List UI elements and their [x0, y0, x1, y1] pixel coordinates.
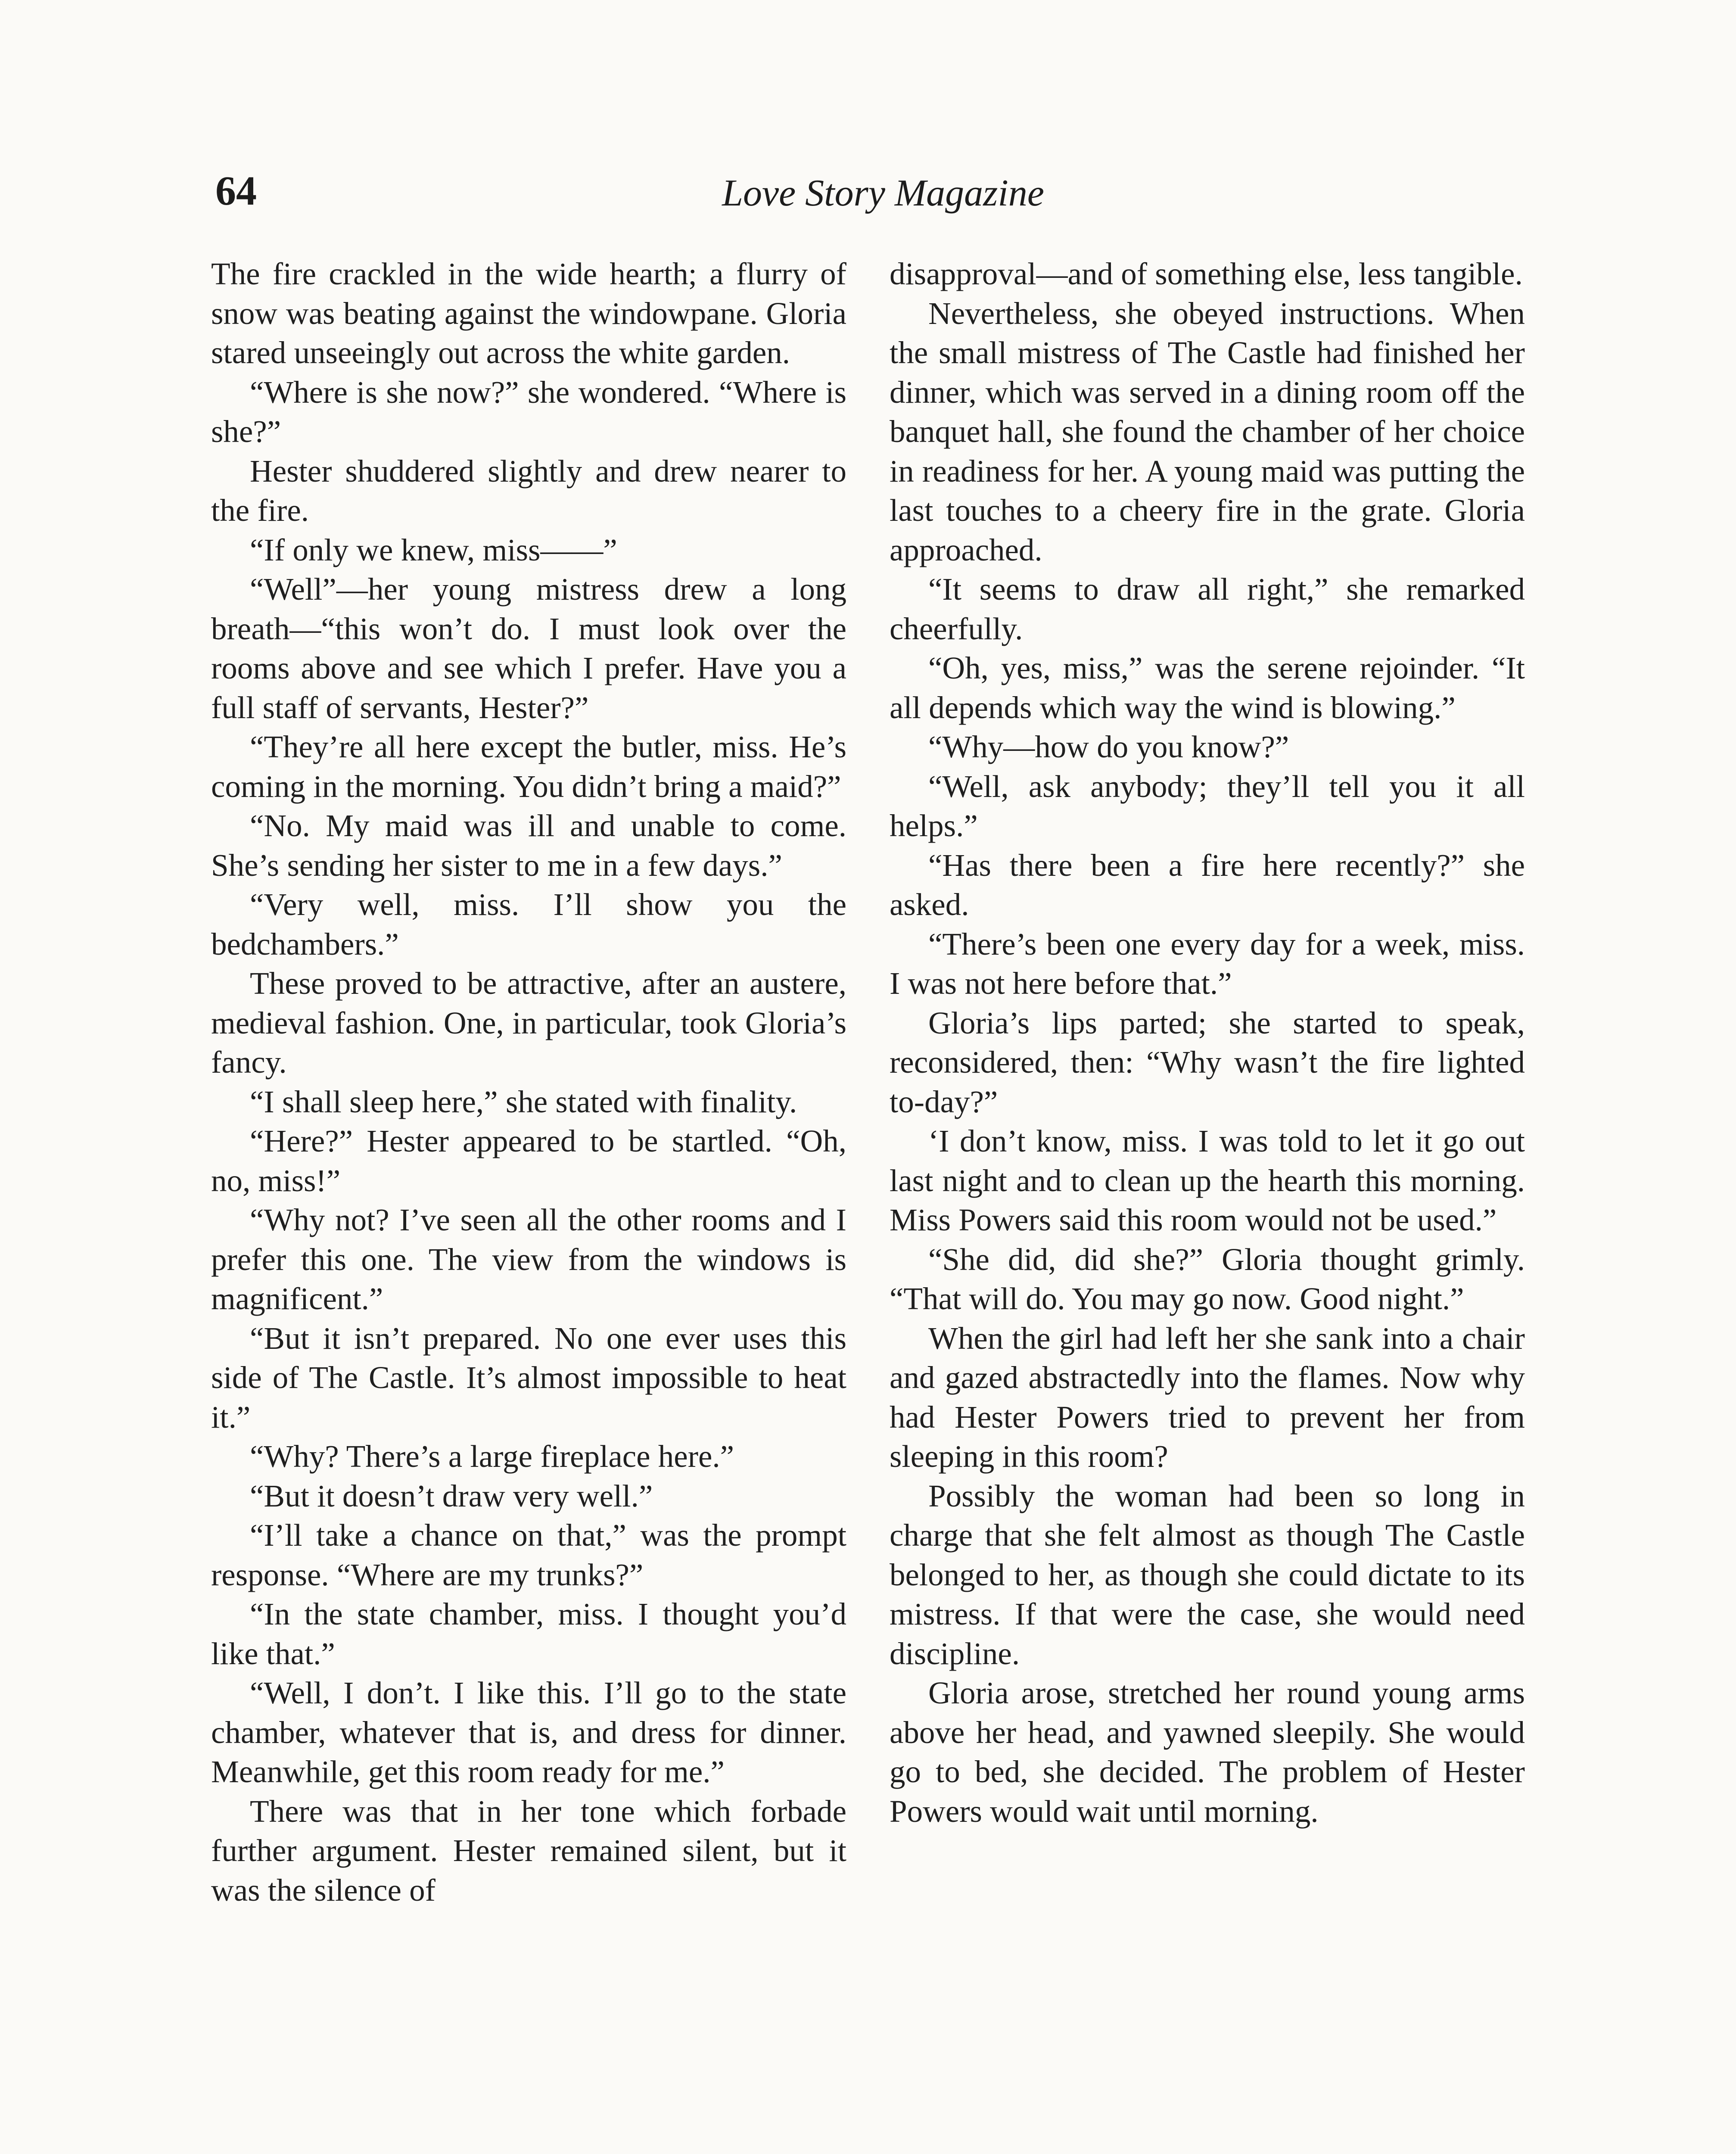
paragraph: ‘I don’t know, miss. I was told to let it go out last night and to clean up the hearth this morning. Miss Powers said this room would not be used.”: [890, 1124, 1525, 1237]
paragraph: “It seems to draw all right,” she remarked cheerfully.: [890, 572, 1525, 646]
paragraph: “I shall sleep here,” she stated with finality.: [250, 1084, 797, 1119]
paragraph: “Here?” Hester appeared to be startled. “Oh, no, miss!”: [211, 1124, 846, 1198]
paragraph: “Why—how do you know?”: [928, 729, 1289, 764]
right-text-column: [890, 254, 1525, 1831]
paragraph: “Has there been a fire here recently?” she asked.: [890, 847, 1525, 922]
paragraph: The fire crackled in the wide hearth; a flurry of snow was beating against the windowpane. Gloria stared unseeingly out across the white garden.: [211, 256, 846, 370]
paragraph: These proved to be attractive, after an austere, medieval fashion. One, in particular, took Gloria’s fancy.: [211, 966, 846, 1080]
paragraph: disapproval—and of something else, less tangible.: [890, 256, 1523, 291]
paragraph: “Oh, yes, miss,” was the serene rejoinder. “It all depends which way the wind is blowing.”: [890, 651, 1525, 725]
paragraph: “Well, ask anybody; they’ll tell you it all helps.”: [890, 769, 1525, 843]
paragraph: “But it doesn’t draw very well.”: [250, 1478, 653, 1513]
paragraph: “Well”—her young mistress drew a long breath—“this won’t do. I must look over the rooms above and see which I prefer. Have you a full staff of servants, Hester?”: [211, 572, 846, 725]
paragraph: Nevertheless, she obeyed instructions. When the small mistress of The Castle had finished her dinner, which was served in a dining room off the banquet hall, she found the chamber of her choice in readiness for her. A young maid was putting the last touches to a cheery fire in the grate. Gloria approached.: [890, 296, 1525, 567]
left-text-column: [211, 254, 846, 1910]
paragraph: “Why not? I’ve seen all the other rooms and I prefer this one. The view from the windows is magnificent.”: [211, 1202, 846, 1316]
paragraph: Gloria arose, stretched her round young arms above her head, and yawned sleepily. She would go to bed, she decided. The problem of Hester Powers would wait until morning.: [890, 1675, 1525, 1829]
paragraph: There was that in her tone which forbade further argument. Hester remained silent, but it was the silence of: [211, 1793, 846, 1908]
paragraph: “Well, I don’t. I like this. I’ll go to the state chamber, whatever that is, and dress for dinner. Meanwhile, get this room ready for me.”: [211, 1675, 846, 1789]
paragraph: Gloria’s lips parted; she started to speak, reconsidered, then: “Why wasn’t the fire lighted to-day?”: [890, 1005, 1525, 1119]
paragraph: “If only we knew, miss——”: [250, 532, 617, 567]
paragraph: “In the state chamber, miss. I thought you’d like that.”: [211, 1597, 846, 1671]
page-number: 64: [215, 168, 257, 214]
paragraph: “They’re all here except the butler, miss. He’s coming in the morning. You didn’t bring a maid?”: [211, 729, 846, 804]
paragraph: Hester shuddered slightly and drew nearer to the fire.: [211, 453, 846, 528]
paragraph: “No. My maid was ill and unable to come. She’s sending her sister to me in a few days.”: [211, 808, 846, 883]
paragraph: “There’s been one every day for a week, miss. I was not here before that.”: [890, 926, 1525, 1001]
paragraph: “Where is she now?” she wondered. “Where is she?”: [211, 374, 846, 449]
running-title: Love Story Magazine: [722, 172, 1044, 214]
paragraph: “Why? There’s a large fireplace here.”: [250, 1439, 734, 1474]
paragraph: Possibly the woman had been so long in charge that she felt almost as though The Castle belonged to her, as though she could dictate to its mistress. If that were the case, she would need discipline.: [890, 1478, 1525, 1671]
paragraph: When the girl had left her she sank into a chair and gazed abstractedly into the flames. Now why had Hester Powers tried to prevent her from sleeping in this room?: [890, 1320, 1525, 1474]
paragraph: “I’ll take a chance on that,” was the prompt response. “Where are my trunks?”: [211, 1518, 846, 1592]
paragraph: “She did, did she?” Gloria thought grimly. “That will do. You may go now. Good night.”: [890, 1242, 1525, 1316]
paragraph: “Very well, miss. I’ll show you the bedchambers.”: [211, 887, 846, 962]
paragraph: “But it isn’t prepared. No one ever uses this side of The Castle. It’s almost impossible to heat it.”: [211, 1320, 846, 1435]
